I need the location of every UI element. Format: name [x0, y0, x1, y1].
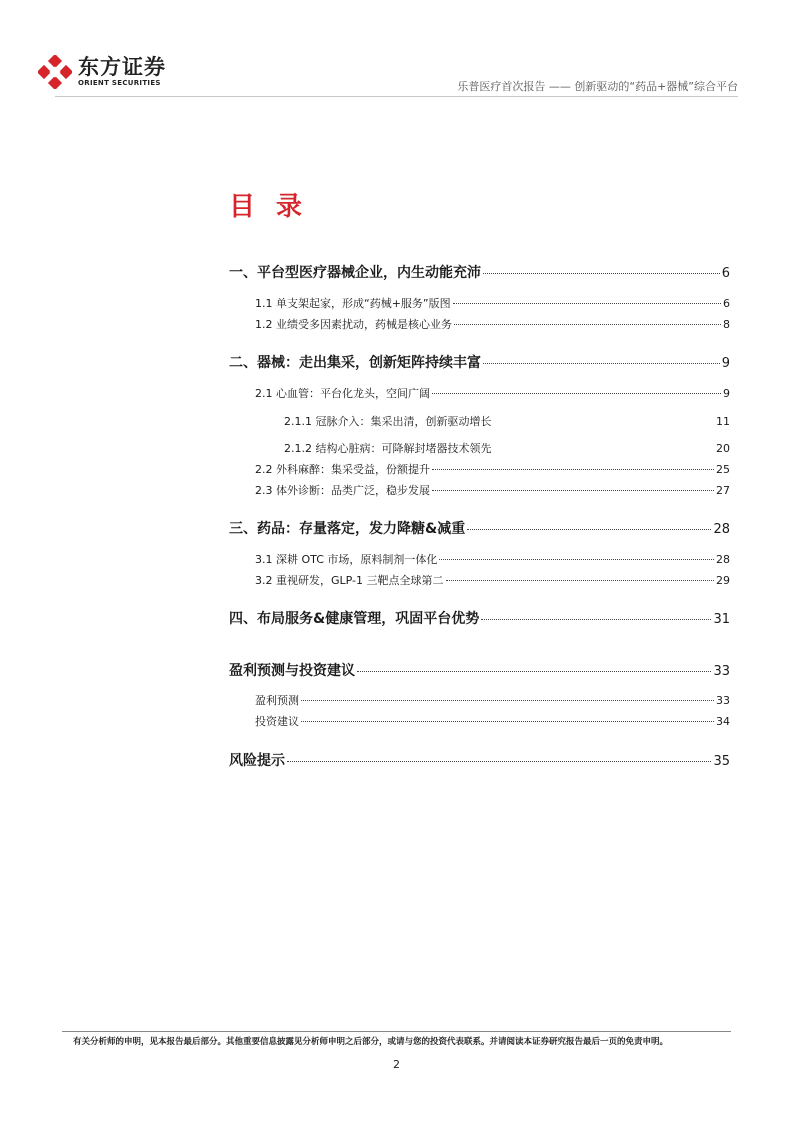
toc-entry-page: 28: [713, 522, 730, 537]
toc-title: 目 录: [229, 192, 309, 222]
toc-leader-dots: [483, 363, 720, 364]
toc-entry-page: 6: [721, 266, 730, 281]
toc-entry-label: 2.1.2 结构心脏病：可降解封堵器技术领先: [284, 442, 492, 455]
toc-entry-page: 34: [716, 715, 730, 728]
footer-disclaimer: 有关分析师的申明，见本报告最后部分。其他重要信息披露见分析师申明之后部分，或请与您的投资代表联系。并请阅读本证券研究报告最后一页的免责申明。: [73, 1037, 669, 1047]
toc-entry[interactable]: [229, 262, 730, 282]
toc-entry-page: 33: [716, 694, 730, 707]
footer-divider: [62, 1031, 731, 1032]
toc-entry[interactable]: [229, 352, 730, 372]
orient-securities-logo-icon: [38, 55, 72, 89]
toc-entry[interactable]: [229, 608, 730, 628]
toc-leader-dots: [481, 619, 711, 620]
toc-entry-label: 盈利预测: [255, 694, 299, 707]
toc-entry-label: 2.1.1 冠脉介入：集采出清，创新驱动增长: [284, 415, 492, 428]
toc-leader-dots: [432, 469, 714, 470]
toc-entry-page: 27: [716, 484, 730, 497]
toc-entry[interactable]: [229, 750, 730, 770]
toc-entry[interactable]: [229, 316, 730, 332]
toc-entry-label: 3.1 深耕 OTC 市场，原料制剂一体化: [255, 553, 438, 566]
toc-entry-page: 20: [716, 442, 730, 455]
toc-entry[interactable]: [229, 482, 730, 498]
toc-leader-dots: [446, 580, 715, 581]
toc-entry-page: 6: [723, 297, 730, 310]
toc-entry[interactable]: [229, 385, 730, 401]
toc-leader-dots: [357, 671, 711, 672]
toc-leader-dots: [467, 529, 711, 530]
toc-leader-dots: [439, 559, 714, 560]
toc-entry-label: 2.3 体外诊断：品类广泛，稳步发展: [255, 484, 430, 497]
toc-entry-page: 29: [716, 574, 730, 587]
toc-entry-page: 9: [721, 356, 730, 371]
toc-leader-dots: [301, 721, 714, 722]
toc-entry-label: 盈利预测与投资建议: [229, 663, 355, 679]
report-header-title: 乐普医疗首次报告 —— 创新驱动的“药品+器械”综合平台: [457, 80, 738, 93]
toc-entry-label: 风险提示: [229, 753, 285, 769]
toc-entry-label: 二、器械：走出集采，创新矩阵持续丰富: [229, 355, 481, 371]
toc-entry-label: 四、布局服务&健康管理，巩固平台优势: [229, 611, 480, 627]
toc-entry[interactable]: [229, 440, 730, 456]
toc-entry-label: 2.1 心血管：平台化龙头，空间广阔: [255, 387, 430, 400]
toc-leader-dots: [301, 700, 714, 701]
toc-entry-label: 三、药品：存量落定，发力降糖&减重: [229, 521, 466, 537]
toc-entry-label: 投资建议: [255, 715, 299, 728]
toc-entry-label: 1.2 业绩受多因素扰动，药械是核心业务: [255, 318, 452, 331]
toc-leader-dots: [483, 273, 720, 274]
toc-entry[interactable]: [229, 295, 730, 311]
toc-entry-page: 9: [723, 387, 730, 400]
toc-entry-page: 31: [713, 612, 730, 627]
toc-leader-dots: [432, 393, 721, 394]
toc-leader-dots: [287, 761, 711, 762]
toc-entry-page: 8: [723, 318, 730, 331]
toc-entry-label: 2.2 外科麻醉：集采受益，份额提升: [255, 463, 430, 476]
toc-entry[interactable]: [229, 660, 730, 680]
company-logo: [38, 55, 166, 89]
toc-entry-label: 1.1 单支架起家，形成“药械+服务”版图: [255, 297, 451, 310]
logo-chinese-name: 东方证券: [78, 55, 166, 79]
toc-leader-dots: [454, 324, 721, 325]
toc-leader-dots: [453, 303, 721, 304]
toc-entry-page: 28: [716, 553, 730, 566]
header-divider: [55, 96, 738, 97]
toc-entry-label: 3.2 重视研发，GLP-1 三靶点全球第二: [255, 574, 444, 587]
toc-entry[interactable]: [229, 551, 730, 567]
toc-entry[interactable]: [229, 518, 730, 538]
logo-english-name: ORIENT SECURITIES: [78, 79, 161, 87]
toc-entry-page: 33: [713, 664, 730, 679]
toc-entry[interactable]: [229, 692, 730, 708]
toc-entry[interactable]: [229, 461, 730, 477]
toc-entry[interactable]: [229, 713, 730, 729]
toc-entry[interactable]: [229, 413, 730, 429]
toc-entry-label: 一、平台型医疗器械企业，内生动能充沛: [229, 265, 481, 281]
toc-entry-page: 35: [713, 754, 730, 769]
page-number: 2: [393, 1058, 400, 1071]
toc-leader-dots: [432, 490, 714, 491]
toc-entry-page: 11: [716, 415, 730, 428]
toc-entry-page: 25: [716, 463, 730, 476]
toc-entry[interactable]: [229, 572, 730, 588]
